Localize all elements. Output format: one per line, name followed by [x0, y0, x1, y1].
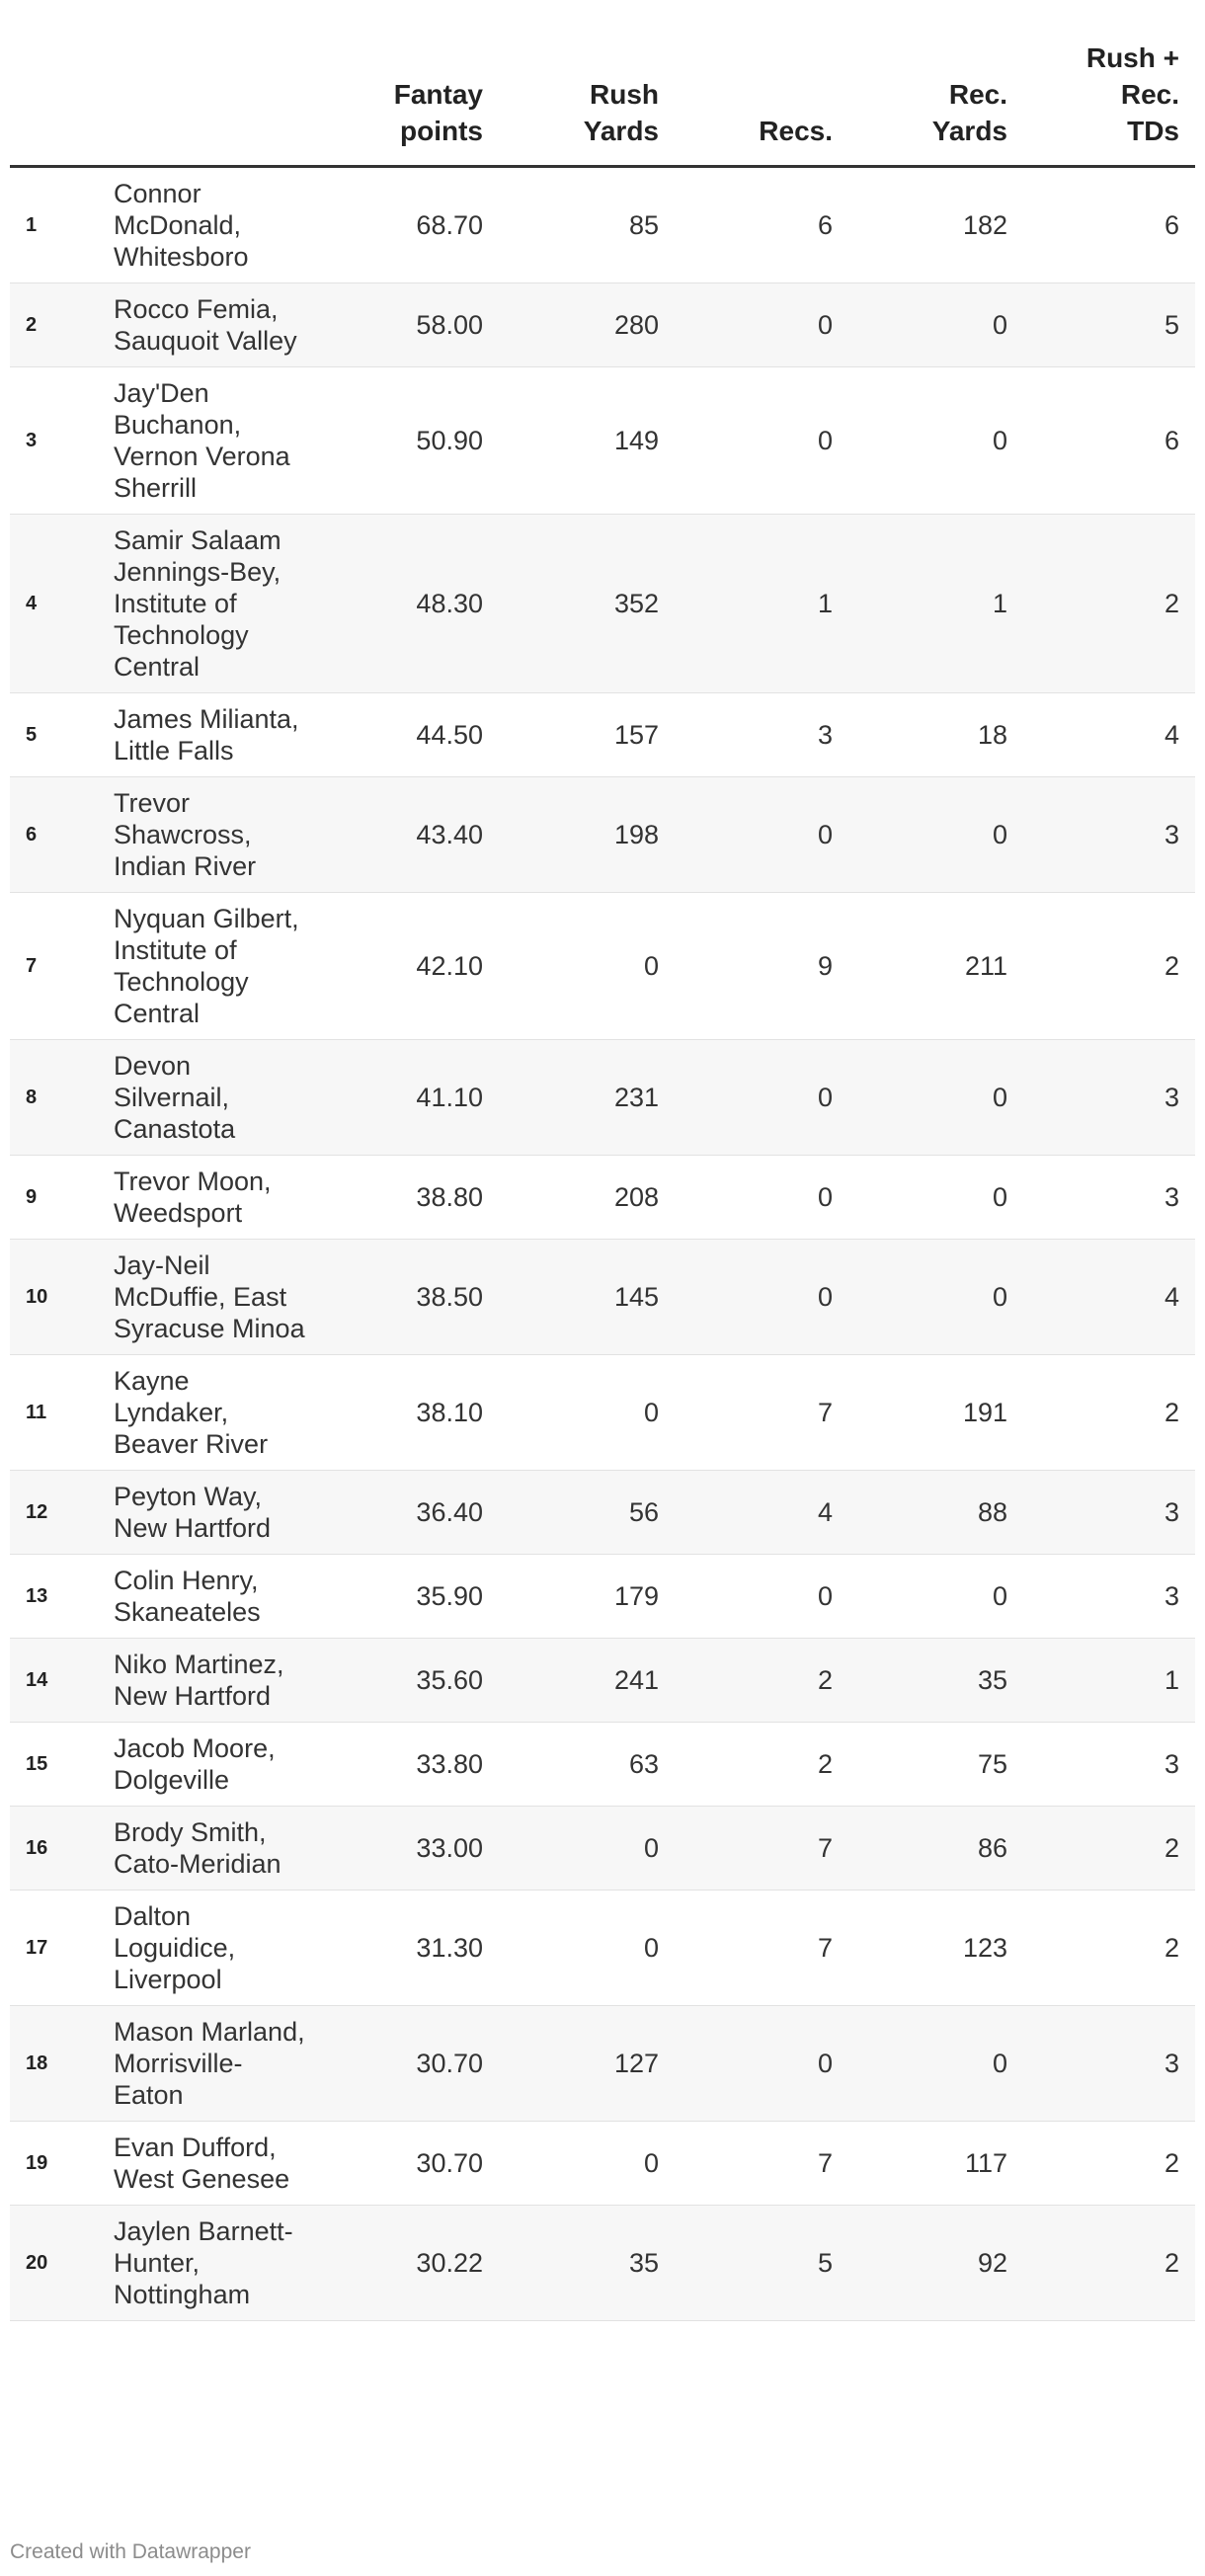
receptions-cell: 7	[675, 1806, 848, 1890]
table-row	[10, 1239, 1195, 1354]
rush-yards-cell: 63	[499, 1722, 675, 1806]
rank-cell: 2	[10, 282, 114, 366]
fantasy-points-cell: 41.10	[326, 1039, 499, 1155]
rank-cell: 8	[10, 1039, 114, 1155]
rec-yards-cell: 0	[848, 1039, 1023, 1155]
receptions-cell: 0	[675, 2005, 848, 2121]
fantasy-points-cell: 33.80	[326, 1722, 499, 1806]
rank-cell: 11	[10, 1354, 114, 1470]
touchdowns-cell: 1	[1023, 1638, 1195, 1722]
table-row	[10, 366, 1195, 514]
fantasy-points-cell: 30.70	[326, 2121, 499, 2205]
column-header-rank[interactable]	[10, 32, 114, 166]
rec-yards-cell: 182	[848, 166, 1023, 282]
rush-yards-cell: 241	[499, 1638, 675, 1722]
receptions-cell: 0	[675, 1554, 848, 1638]
fantasy-points-cell: 36.40	[326, 1470, 499, 1554]
touchdowns-cell: 3	[1023, 1554, 1195, 1638]
player-cell: Mason Marland, Morrisville-Eaton	[114, 2005, 326, 2121]
table-row	[10, 2205, 1195, 2320]
table-row	[10, 1890, 1195, 2005]
fantasy-points-cell: 33.00	[326, 1806, 499, 1890]
player-cell: Devon Silvernail, Canastota	[114, 1039, 326, 1155]
rush-yards-cell: 179	[499, 1554, 675, 1638]
rec-yards-cell: 18	[848, 692, 1023, 776]
rush-yards-cell: 149	[499, 366, 675, 514]
rec-yards-cell: 1	[848, 514, 1023, 692]
column-header-rec-yards[interactable]: Rec. Yards	[848, 32, 1023, 166]
table-row	[10, 1554, 1195, 1638]
rank-cell: 14	[10, 1638, 114, 1722]
rank-cell: 10	[10, 1239, 114, 1354]
rush-yards-cell: 0	[499, 2121, 675, 2205]
rec-yards-cell: 0	[848, 282, 1023, 366]
receptions-cell: 4	[675, 1470, 848, 1554]
rec-yards-cell: 0	[848, 776, 1023, 892]
rank-cell: 20	[10, 2205, 114, 2320]
table-row	[10, 1722, 1195, 1806]
receptions-cell: 6	[675, 166, 848, 282]
player-cell: Trevor Shawcross, Indian River	[114, 776, 326, 892]
rec-yards-cell: 0	[848, 1155, 1023, 1239]
fantasy-points-cell: 35.90	[326, 1554, 499, 1638]
table-row	[10, 892, 1195, 1039]
player-cell: Nyquan Gilbert, Institute of Technology Central	[114, 892, 326, 1039]
rec-yards-cell: 86	[848, 1806, 1023, 1890]
player-cell: Samir Salaam Jennings-Bey, Institute of Technology Central	[114, 514, 326, 692]
table-row	[10, 1354, 1195, 1470]
rush-yards-cell: 0	[499, 1890, 675, 2005]
rush-yards-cell: 127	[499, 2005, 675, 2121]
column-header-fantasy-points[interactable]: Fantay points	[326, 32, 499, 166]
rank-cell: 13	[10, 1554, 114, 1638]
table-row	[10, 1806, 1195, 1890]
player-cell: Colin Henry, Skaneateles	[114, 1554, 326, 1638]
touchdowns-cell: 3	[1023, 2005, 1195, 2121]
rec-yards-cell: 117	[848, 2121, 1023, 2205]
rank-cell: 7	[10, 892, 114, 1039]
table-row	[10, 1470, 1195, 1554]
rush-yards-cell: 352	[499, 514, 675, 692]
table-row	[10, 282, 1195, 366]
touchdowns-cell: 4	[1023, 1239, 1195, 1354]
table-row	[10, 1638, 1195, 1722]
touchdowns-cell: 2	[1023, 2121, 1195, 2205]
table-row	[10, 2121, 1195, 2205]
receptions-cell: 0	[675, 1039, 848, 1155]
player-cell: Evan Dufford, West Genesee	[114, 2121, 326, 2205]
player-cell: Jay'Den Buchanon, Vernon Verona Sherrill	[114, 366, 326, 514]
player-cell: Dalton Loguidice, Liverpool	[114, 1890, 326, 2005]
receptions-cell: 5	[675, 2205, 848, 2320]
rec-yards-cell: 0	[848, 2005, 1023, 2121]
touchdowns-cell: 5	[1023, 282, 1195, 366]
touchdowns-cell: 2	[1023, 1354, 1195, 1470]
table-row	[10, 166, 1195, 282]
rec-yards-cell: 88	[848, 1470, 1023, 1554]
player-cell: Connor McDonald, Whitesboro	[114, 166, 326, 282]
touchdowns-cell: 6	[1023, 366, 1195, 514]
rec-yards-cell: 35	[848, 1638, 1023, 1722]
player-cell: James Milianta, Little Falls	[114, 692, 326, 776]
receptions-cell: 7	[675, 1890, 848, 2005]
receptions-cell: 2	[675, 1638, 848, 1722]
touchdowns-cell: 3	[1023, 776, 1195, 892]
player-cell: Brody Smith, Cato-Meridian	[114, 1806, 326, 1890]
fantasy-points-cell: 44.50	[326, 692, 499, 776]
touchdowns-cell: 2	[1023, 1890, 1195, 2005]
fantasy-points-cell: 50.90	[326, 366, 499, 514]
receptions-cell: 3	[675, 692, 848, 776]
touchdowns-cell: 2	[1023, 892, 1195, 1039]
fantasy-points-cell: 35.60	[326, 1638, 499, 1722]
receptions-cell: 0	[675, 776, 848, 892]
player-cell: Kayne Lyndaker, Beaver River	[114, 1354, 326, 1470]
table-row	[10, 776, 1195, 892]
rush-yards-cell: 208	[499, 1155, 675, 1239]
rank-cell: 3	[10, 366, 114, 514]
table-body	[10, 166, 1195, 2320]
rank-cell: 16	[10, 1806, 114, 1890]
touchdowns-cell: 2	[1023, 514, 1195, 692]
rank-cell: 4	[10, 514, 114, 692]
receptions-cell: 9	[675, 892, 848, 1039]
column-header-touchdowns[interactable]: Rush + Rec. TDs	[1023, 32, 1195, 166]
table-row	[10, 514, 1195, 692]
column-header-receptions[interactable]: Recs.	[675, 32, 848, 166]
rec-yards-cell: 92	[848, 2205, 1023, 2320]
rank-cell: 5	[10, 692, 114, 776]
column-header-player[interactable]	[114, 32, 326, 166]
receptions-cell: 0	[675, 1239, 848, 1354]
player-cell: Peyton Way, New Hartford	[114, 1470, 326, 1554]
receptions-cell: 7	[675, 1354, 848, 1470]
table-header-row	[10, 32, 1195, 166]
touchdowns-cell: 3	[1023, 1722, 1195, 1806]
rush-yards-cell: 56	[499, 1470, 675, 1554]
fantasy-points-cell: 48.30	[326, 514, 499, 692]
fantasy-points-cell: 31.30	[326, 1890, 499, 2005]
player-cell: Jaylen Barnett-Hunter, Nottingham	[114, 2205, 326, 2320]
fantasy-points-cell: 43.40	[326, 776, 499, 892]
rank-cell: 19	[10, 2121, 114, 2205]
table-row	[10, 2005, 1195, 2121]
rush-yards-cell: 231	[499, 1039, 675, 1155]
rush-yards-cell: 0	[499, 1806, 675, 1890]
fantasy-points-cell: 38.80	[326, 1155, 499, 1239]
fantasy-points-cell: 42.10	[326, 892, 499, 1039]
touchdowns-cell: 2	[1023, 1806, 1195, 1890]
rank-cell: 1	[10, 166, 114, 282]
rec-yards-cell: 0	[848, 366, 1023, 514]
column-header-rush-yards[interactable]: Rush Yards	[499, 32, 675, 166]
player-cell: Rocco Femia, Sauquoit Valley	[114, 282, 326, 366]
rush-yards-cell: 0	[499, 892, 675, 1039]
rush-yards-cell: 0	[499, 1354, 675, 1470]
receptions-cell: 1	[675, 514, 848, 692]
rec-yards-cell: 75	[848, 1722, 1023, 1806]
fantasy-points-cell: 68.70	[326, 166, 499, 282]
rec-yards-cell: 211	[848, 892, 1023, 1039]
fantasy-points-cell: 58.00	[326, 282, 499, 366]
rush-yards-cell: 280	[499, 282, 675, 366]
receptions-cell: 7	[675, 2121, 848, 2205]
player-cell: Jay-Neil McDuffie, East Syracuse Minoa	[114, 1239, 326, 1354]
table-row	[10, 1039, 1195, 1155]
rank-cell: 17	[10, 1890, 114, 2005]
touchdowns-cell: 6	[1023, 166, 1195, 282]
rush-yards-cell: 198	[499, 776, 675, 892]
rush-yards-cell: 157	[499, 692, 675, 776]
touchdowns-cell: 3	[1023, 1039, 1195, 1155]
rec-yards-cell: 123	[848, 1890, 1023, 2005]
rec-yards-cell: 191	[848, 1354, 1023, 1470]
touchdowns-cell: 2	[1023, 2205, 1195, 2320]
rush-yards-cell: 145	[499, 1239, 675, 1354]
rec-yards-cell: 0	[848, 1239, 1023, 1354]
rank-cell: 18	[10, 2005, 114, 2121]
rank-cell: 9	[10, 1155, 114, 1239]
fantasy-points-table	[10, 32, 1195, 2321]
fantasy-points-cell: 30.22	[326, 2205, 499, 2320]
fantasy-points-cell: 30.70	[326, 2005, 499, 2121]
receptions-cell: 0	[675, 366, 848, 514]
receptions-cell: 0	[675, 282, 848, 366]
rush-yards-cell: 85	[499, 166, 675, 282]
rec-yards-cell: 0	[848, 1554, 1023, 1638]
player-cell: Jacob Moore, Dolgeville	[114, 1722, 326, 1806]
player-cell: Trevor Moon, Weedsport	[114, 1155, 326, 1239]
fantasy-points-cell: 38.50	[326, 1239, 499, 1354]
player-cell: Niko Martinez, New Hartford	[114, 1638, 326, 1722]
touchdowns-cell: 3	[1023, 1155, 1195, 1239]
rank-cell: 15	[10, 1722, 114, 1806]
table-row	[10, 692, 1195, 776]
receptions-cell: 2	[675, 1722, 848, 1806]
touchdowns-cell: 4	[1023, 692, 1195, 776]
receptions-cell: 0	[675, 1155, 848, 1239]
rank-cell: 6	[10, 776, 114, 892]
rush-yards-cell: 35	[499, 2205, 675, 2320]
table-row	[10, 1155, 1195, 1239]
rank-cell: 12	[10, 1470, 114, 1554]
datawrapper-credit: Created with Datawrapper	[10, 2540, 251, 2563]
fantasy-points-cell: 38.10	[326, 1354, 499, 1470]
touchdowns-cell: 3	[1023, 1470, 1195, 1554]
